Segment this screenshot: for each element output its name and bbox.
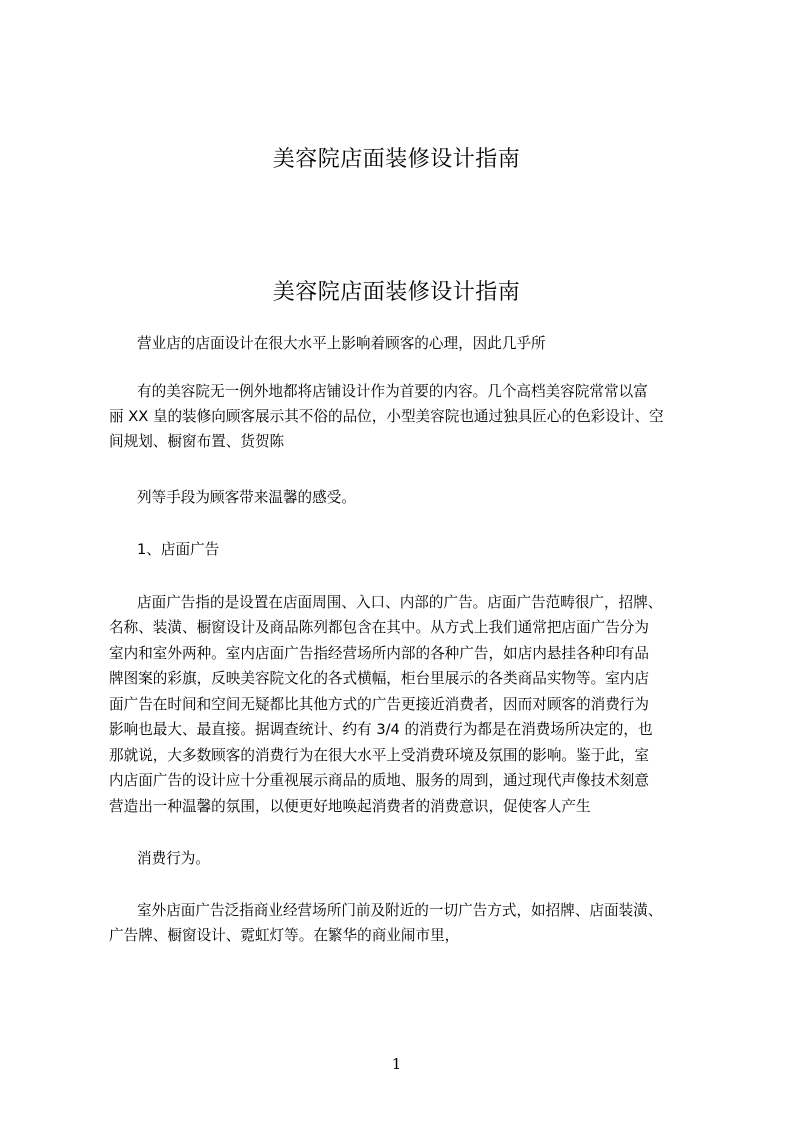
- page-title: 美容院店面装修设计指南: [272, 280, 521, 305]
- paragraph-line: 消费行为。: [137, 850, 210, 867]
- paragraph-line: 面广告在时间和空间无疑都比其他方式的广告更接近消费者，因而对顾客的消费行为: [109, 696, 649, 713]
- paragraph-line: 名称、装潢、橱窗设计及商品陈列都包含在其中。从方式上我们通常把店面广告分为: [109, 619, 649, 636]
- paragraph-line: 营造出一种温馨的氛围，以便更好地唤起消费者的消费意识，促使客人产生: [109, 798, 591, 815]
- page-number: 1: [391, 1055, 402, 1073]
- paragraph-line: 店面广告指的是设置在店面周围、入口、内部的广告。店面广告范畴很广，招牌、: [137, 594, 663, 611]
- document-header-title: 美容院店面装修设计指南: [272, 147, 521, 172]
- paragraph-line: 有的美容院无一例外地都将店铺设计作为首要的内容。几个高档美容院常常以富: [137, 383, 648, 400]
- paragraph-line: 内店面广告的设计应十分重视展示商品的质地、服务的周到，通过现代声像技术刻意: [109, 772, 649, 789]
- paragraph-line: 室外店面广告泛指商业经营场所门前及附近的一切广告方式，如招牌、店面装潢、: [137, 902, 663, 919]
- paragraph-line: 那就说，大多数顾客的消费行为在很大水平上受消费环境及氛围的影响。鉴于此，室: [109, 747, 649, 764]
- paragraph-line: 间规划、橱窗布置、货贺陈: [109, 433, 285, 450]
- paragraph-line: 列等手段为顾客带来温馨的感受。: [137, 489, 356, 506]
- paragraph-line: 营业店的店面设计在很大水平上影响着顾客的心理，因此几乎所: [137, 335, 546, 352]
- paragraph-line: 广告牌、橱窗设计、霓虹灯等。在繁华的商业闹市里，: [109, 927, 460, 944]
- paragraph-line: 丽 XX 皇的装修向顾客展示其不俗的品位，小型美容院也通过独具匠心的色彩设计、空: [109, 408, 664, 425]
- paragraph-line: 牌图案的彩旗，反映美容院文化的各式横幅，柜台里展示的各类商品实物等。室内店: [109, 670, 649, 687]
- section-heading: 1、店面广告: [137, 541, 220, 558]
- paragraph-line: 影响也最大、最直接。据调查统计、约有 3/4 的消费行为都是在消费场所决定的，也: [109, 721, 653, 738]
- paragraph-line: 室内和室外两种。室内店面广告指经营场所内部的各种广告，如店内悬挂各种印有品: [109, 645, 649, 662]
